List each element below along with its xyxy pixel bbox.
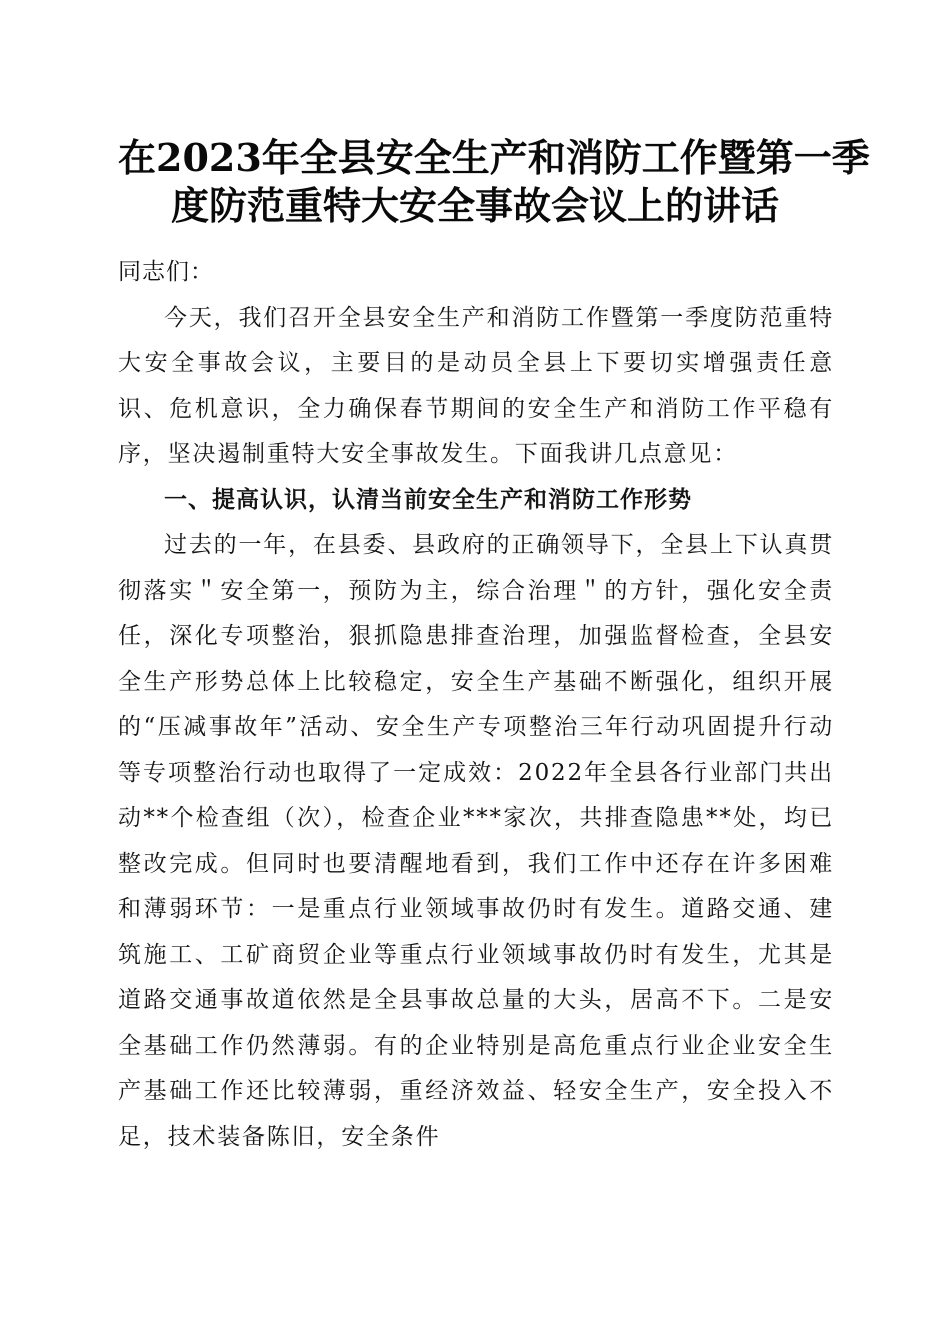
document-body xyxy=(118,250,834,1160)
section-heading-1: 一、提高认识，认清当前安全生产和消防工作形势 xyxy=(164,486,692,513)
paragraph-situation: 过去的一年，在县委、县政府的正确领导下，全县上下认真贯彻落实＂安全第一，预防为主，综合治理＂的方针，强化安全责任，深化专项整治，狠抓隐患排查治理，加强监督检查，全县安全生产形势总体上比较稳定，安全生产基础不断强化，组织开展的“压减事故年”活动、安全生产专项整治三年行动巩固提升行动等专项整治行动也取得了一定成效：2022年全县各行业部门共出动**个检查组（次），检查企业***家次，共排查隐患**处，均已整改完成。但同时也要清醒地看到，我们工作中还存在许多困难和薄弱环节：一是重点行业领域事故仍时有发生。道路交通、建筑施工、工矿商贸企业等重点行业领域事故仍时有发生，尤其是道路交通事故道依然是全县事故总量的大头，居高不下。二是安全基础工作仍然薄弱。有的企业特别是高危重点行业企业安全生产基础工作还比较薄弱，重经济效益、轻安全生产，安全投入不足，技术装备陈旧，安全条件 xyxy=(118,532,834,1150)
document-title xyxy=(118,134,870,230)
title-line-2: 度防范重特大安全事故会议上的讲话 xyxy=(170,183,779,228)
title-line-1: 在2023年全县安全生产和消防工作暨第一季 xyxy=(118,135,870,180)
salutation: 同志们： xyxy=(118,259,214,285)
paragraph-intro: 今天，我们召开全县安全生产和消防工作暨第一季度防范重特大安全事故会议，主要目的是动员全县上下要切实增强责任意识、危机意识，全力确保春节期间的安全生产和消防工作平稳有序，坚决遏制重特大安全事故发生。下面我讲几点意见： xyxy=(118,304,834,467)
